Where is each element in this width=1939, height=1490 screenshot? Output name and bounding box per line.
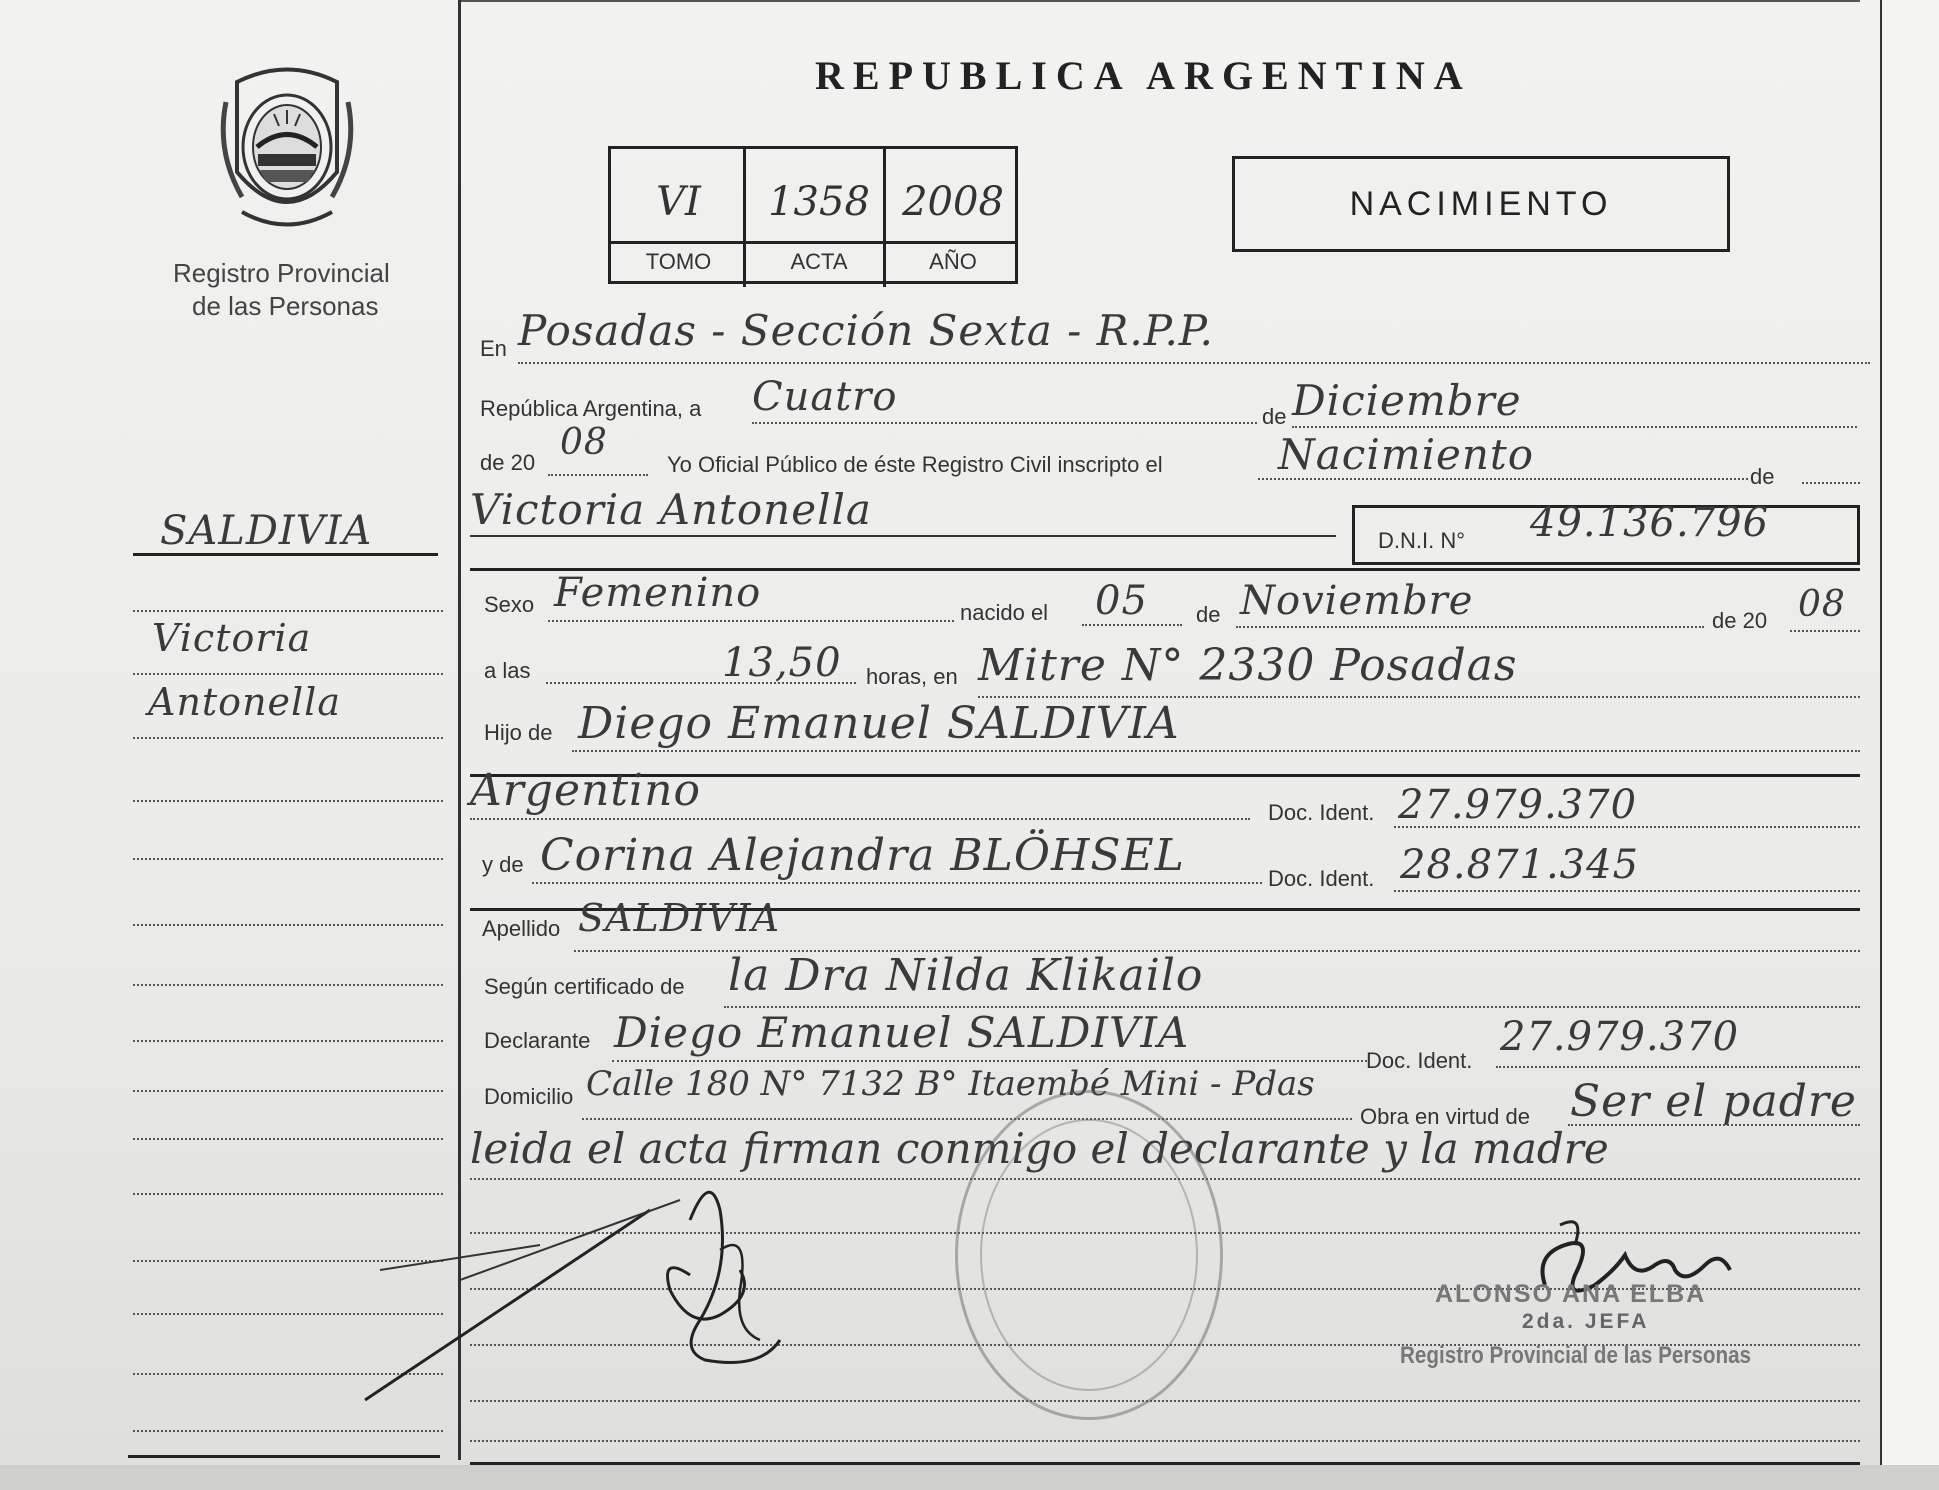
dni-label: D.N.I. N° (1378, 528, 1466, 553)
republica-label: República Argentina, a (480, 396, 702, 421)
margin-line (133, 924, 443, 926)
apellido-value: SALDIVIA (578, 896, 781, 940)
margin-line (133, 737, 443, 739)
margin-surname: SALDIVIA (160, 508, 373, 554)
margin-line (128, 1455, 440, 1458)
record-box-divider (611, 241, 1015, 244)
de20-label: de 20 (480, 450, 536, 475)
sexo-value: Femenino (554, 570, 762, 616)
margin-line (133, 1040, 443, 1042)
hora-value: 13,50 (722, 640, 842, 686)
line (548, 620, 954, 622)
document-type: NACIMIENTO (1349, 185, 1613, 223)
line (1496, 1066, 1860, 1068)
segun-label: Según certificado de (484, 974, 685, 999)
top-border (460, 0, 1860, 2)
declarante-label: Declarante (484, 1028, 591, 1053)
margin-line (133, 610, 443, 612)
line (518, 362, 1870, 364)
nacido-year: 08 (1798, 584, 1846, 625)
acta-label: ACTA (790, 249, 848, 274)
en-value: Posadas - Sección Sexta - R.P.P. (518, 306, 1214, 355)
margin-line (133, 984, 443, 986)
tomo-value: VI (656, 179, 701, 225)
line (470, 1440, 1860, 1442)
margin-line (133, 1090, 443, 1092)
obra-value: Ser el padre (1570, 1076, 1857, 1127)
line (532, 882, 1262, 884)
margin-line (133, 1430, 443, 1432)
madre-value: Corina Alejandra BLÖHSEL (540, 830, 1185, 881)
child-name-value: Victoria Antonella (470, 485, 872, 534)
line (752, 422, 1257, 424)
year-value: 08 (560, 422, 608, 463)
line (470, 818, 1250, 820)
bottom-rule (470, 1462, 1860, 1465)
record-number-box (608, 146, 1018, 284)
declarante-value: Diego Emanuel SALDIVIA (614, 1008, 1190, 1057)
yde-label: y de (482, 852, 524, 877)
margin-given-name-2: Antonella (148, 680, 341, 724)
month-value: Diciembre (1292, 376, 1522, 425)
docident-label-2: Doc. Ident. (1268, 866, 1375, 891)
oficial-label: Yo Oficial Público de éste Registro Civil inscripto el (667, 452, 1163, 477)
domicilio-label: Domicilio (484, 1084, 574, 1109)
padre-doc: 27.979.370 (1398, 782, 1638, 828)
nota-value: leida el acta firman conmigo el declarante y la madre (470, 1124, 1609, 1173)
margin-line (133, 553, 438, 556)
padre-nacionalidad: Argentino (470, 765, 701, 816)
de-label-3: de (1196, 602, 1221, 627)
line (470, 535, 1336, 537)
horas-label: horas, en (866, 664, 958, 689)
bottom-edge (0, 1465, 1939, 1490)
padre-value: Diego Emanuel SALDIVIA (578, 698, 1180, 749)
line (1394, 826, 1860, 828)
official-role: 2da. JEFA (1522, 1310, 1650, 1333)
line (548, 474, 648, 476)
official-org: Registro Provincial de las Personas (1400, 1342, 1752, 1369)
document-type-box (1232, 156, 1730, 252)
apellido-label: Apellido (482, 916, 561, 941)
line (1790, 630, 1860, 632)
dni-value: 49.136.796 (1530, 500, 1770, 546)
de-label: de (1262, 404, 1287, 429)
official-name: ALONSO ANA ELBA (1435, 1280, 1707, 1308)
madre-doc: 28.871.345 (1400, 842, 1640, 888)
anio-value: 2008 (902, 179, 1004, 225)
issuer-line-2: de las Personas (192, 291, 379, 321)
lugar-value: Mitre N° 2330 Posadas (978, 640, 1518, 691)
official-stamp (955, 1090, 1223, 1420)
line (572, 750, 1860, 752)
right-margin-strip (1880, 0, 1939, 1490)
docident-label-3: Doc. Ident. (1366, 1048, 1473, 1073)
domicilio-value: Calle 180 N° 7132 B° Itaembé Mini - Pdas (586, 1064, 1315, 1104)
de-label-2: de (1750, 464, 1775, 489)
tomo-label: TOMO (645, 249, 712, 274)
en-label: En (480, 336, 507, 361)
segun-value: la Dra Nilda Klikailo (728, 950, 1204, 1001)
margin-line (133, 673, 443, 675)
de20-label-2: de 20 (1712, 608, 1768, 633)
margin-line (133, 858, 443, 860)
line (1292, 426, 1857, 428)
anio-label: AÑO (929, 249, 977, 274)
official-stamp-inner (980, 1119, 1198, 1391)
line (1568, 1124, 1860, 1126)
line (1394, 890, 1860, 892)
margin-given-name-1: Victoria (152, 616, 312, 660)
line (612, 1060, 1367, 1062)
day-value: Cuatro (752, 374, 898, 420)
nacido-label: nacido el (960, 600, 1049, 625)
sexo-label: Sexo (484, 592, 535, 617)
obra-label: Obra en virtud de (1360, 1104, 1530, 1129)
acta-value: 1358 (768, 179, 870, 225)
margin-line (133, 800, 443, 802)
alas-label: a las (484, 658, 531, 683)
provincial-seal-icon (212, 62, 362, 237)
hijo-label: Hijo de (484, 720, 553, 745)
signature-strokes (360, 1100, 920, 1420)
inscripto-value: Nacimiento (1278, 430, 1535, 479)
docident-label: Doc. Ident. (1268, 800, 1375, 825)
country-title: REPUBLICA ARGENTINA (815, 53, 1472, 98)
nacido-day: 05 (1095, 578, 1148, 624)
line (1082, 624, 1182, 626)
declarante-doc: 27.979.370 (1500, 1014, 1740, 1060)
line (1236, 626, 1704, 628)
line (1802, 482, 1860, 484)
nacido-month: Noviembre (1240, 578, 1474, 624)
issuer-line-1: Registro Provincial (173, 258, 390, 288)
